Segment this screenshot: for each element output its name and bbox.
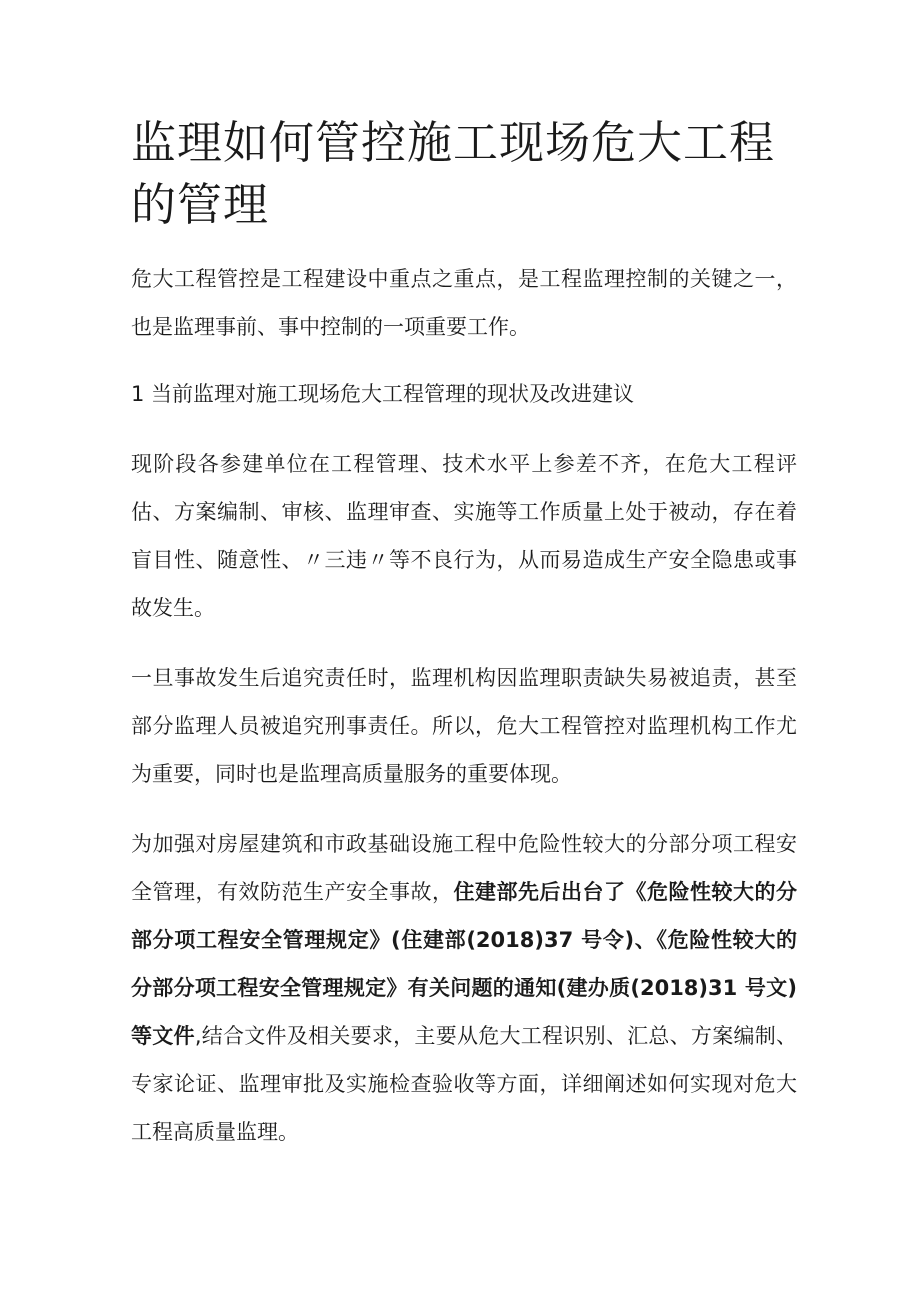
body-paragraph-3-start: 为加强对房屋建筑和市政基础设施工程中危险性较大的分部分项工程安全管理，有效防范生产安全事故， [131, 832, 797, 904]
document-title: 监理如何管控施工现场危大工程的管理 [131, 116, 776, 231]
regulation-reference: 住建部先后出台了《危险性较大的分部分项工程安全管理规定》(住建部(2018)37 号令)、《危险性较大的分部分项工程安全管理规定》有关问题的通知(建办质(2018)31 号文)等文件 [131, 880, 797, 1048]
intro-paragraph: 危大工程管控是工程建设中重点之重点，是工程监理控制的关键之一，也是监理事前、事中控制的一项重要工作。 [131, 267, 797, 339]
body-paragraph-3-end: ,结合文件及相关要求，主要从危大工程识别、汇总、方案编制、专家论证、监理审批及实施检查验收等方面，详细阐述如何实现对危大工程高质量监理。 [131, 1024, 797, 1144]
section-heading: 1 当前监理对施工现场危大工程管理的现状及改进建议 [131, 382, 635, 406]
body-paragraph-1: 现阶段各参建单位在工程管理、技术水平上参差不齐，在危大工程评估、方案编制、审核、监理审查、实施等工作质量上处于被动，存在着盲目性、随意性、〃三违〃等不良行为，从而易造成生产安全隐患或事故发生。 [131, 452, 797, 620]
body-paragraph-2: 一旦事故发生后追究责任时，监理机构因监理职责缺失易被追责，甚至部分监理人员被追究刑事责任。所以，危大工程管控对监理机构工作尤为重要，同时也是监理高质量服务的重要体现。 [131, 666, 797, 786]
body-paragraph-3 [131, 820, 797, 1156]
